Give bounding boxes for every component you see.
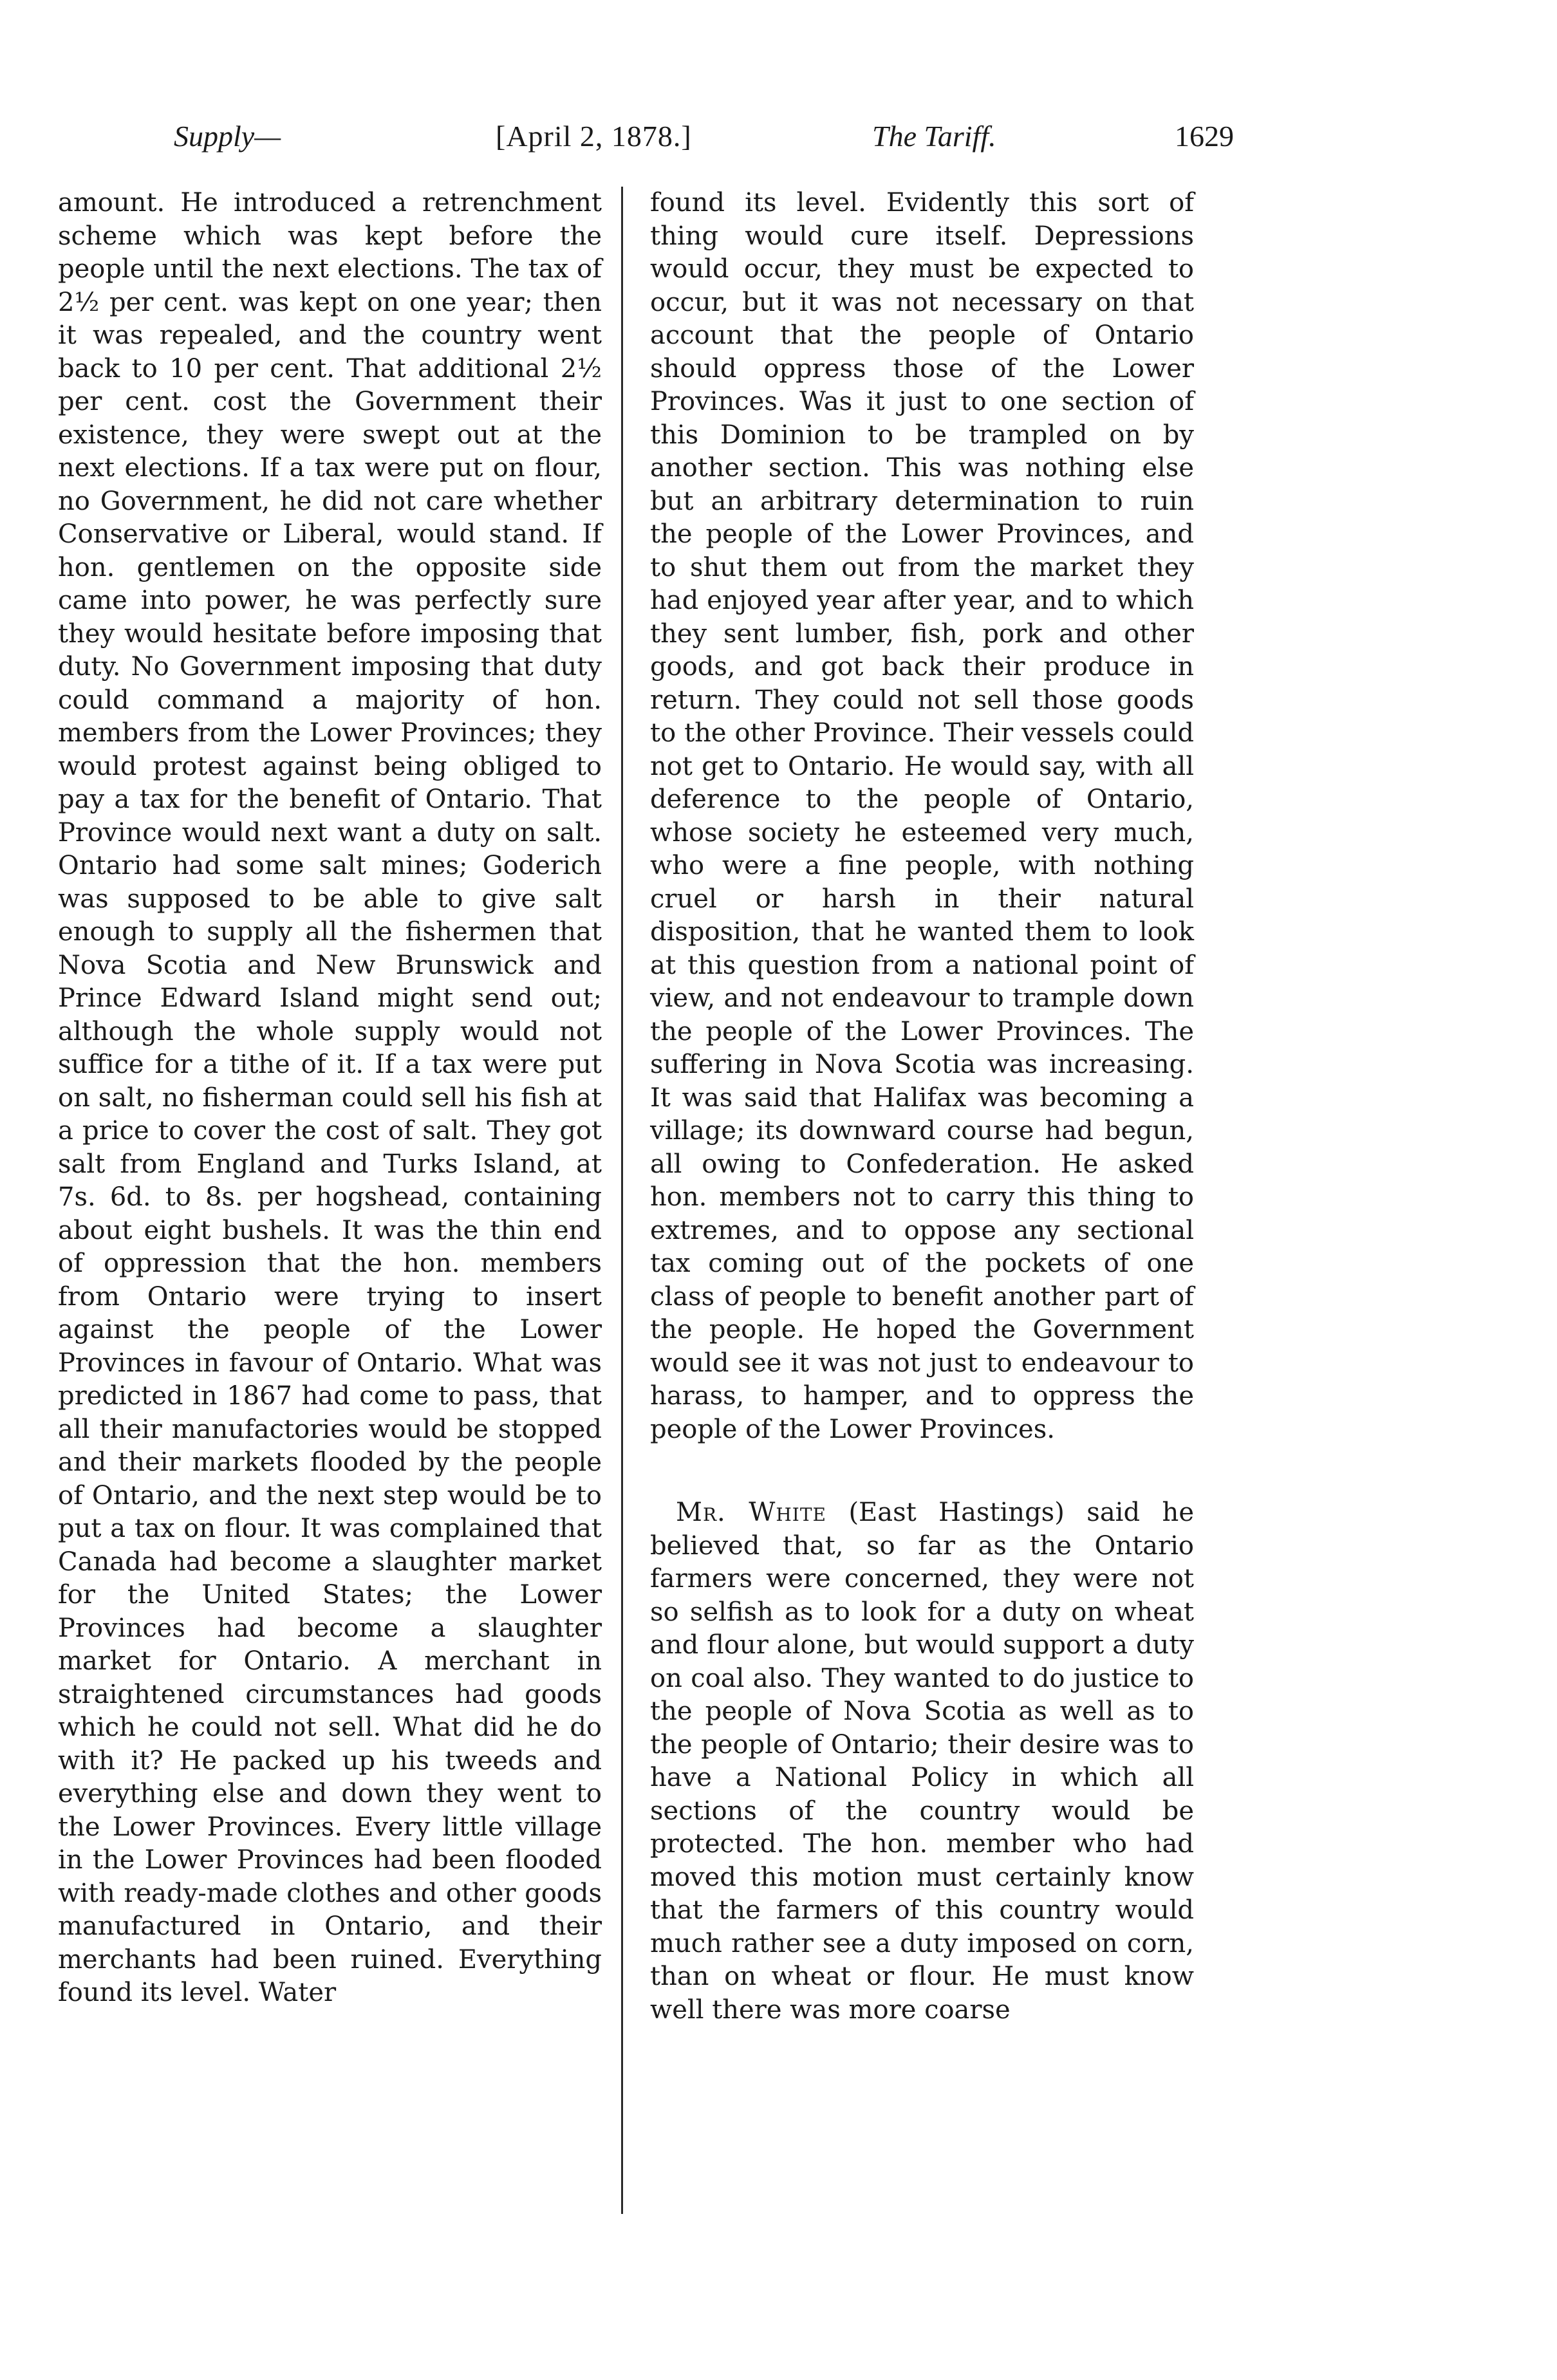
left-column	[58, 187, 602, 2010]
right-column	[650, 187, 1194, 2027]
header-section: Supply—	[174, 120, 281, 153]
page-number: 1629	[1175, 120, 1234, 153]
right-paragraph: found its level. Evidently this sort of thing would cure itself. Depressions would occur, they must be expected to occur, but it was not necessary on that account that the people of Ontario should oppress those of the Lower Provinces. Was it just to one section of this Dominion to be trampled on by another section. This was nothing else but an arbitrary determination to ruin the people of the Lower Provinces, and to shut them out from the market they had enjoyed year after year, and to which they sent lumber, fish, pork and other goods, and got back their produce in return. They could not sell those goods to the other Province. Their vessels could not get to Ontario. He would say, with all deference to the people of Ontario, whose society he esteemed very much, who were a fine people, with nothing cruel or harsh in their natural disposition, that he wanted them to look at this question from a national point of view, and not endeavour to trample down the people of the Lower Provinces. The suffering in Nova Scotia was increasing. It was said that Halifax was becoming a village; its downward course had begun, all owing to Confederation. He asked hon. members not to carry this thing to extremes, and to oppose any sectional tax coming out of the pockets of one class of people to benefit another part of the people. He hoped the Government would see it was not just to endeavour to harass, to hamper, and to oppress the people of the Lower Provinces.	[650, 188, 1194, 1444]
header-topic: The Tariff.	[872, 120, 996, 153]
speaker-name: Mr. White	[676, 1498, 826, 1527]
column-divider	[621, 187, 623, 2214]
left-paragraph: amount. He introduced a retrenchment scheme which was kept before the people until the next elections. The tax of 2½ per cent. was kept on one year; then it was repealed, and the country went back to 10 per cent. That additional 2½ per cent. cost the Government their existence, they were swept out at the next elections. If a tax were put on flour, no Government, he did not care whether Conservative or Liberal, would stand. If hon. gentlemen on the opposite side came into power, he was perfectly sure they would hesitate before imposing that duty. No Government imposing that duty could command a majority of hon. members from the Lower Provinces; they would protest against being obliged to pay a tax for the benefit of Ontario. That Province would next want a duty on salt. Ontario had some salt mines; Goderich was supposed to be able to give salt enough to supply all the fishermen that Nova Scotia and New Brunswick and Prince Edward Island might send out; although the whole supply would not suffice for a tithe of it. If a tax were put on salt, no fisherman could sell his fish at a price to cover the cost of salt. They got salt from England and Turks Island, at 7s. 6d. to 8s. per hogshead, containing about eight bushels. It was the thin end of oppression that the hon. members from Ontario were trying to insert against the people of the Lower Provinces in favour of Ontario. What was predicted in 1867 had come to pass, that all their manufactories would be stopped and their markets flooded by the people of Ontario, and the next step would be to put a tax on flour. It was complained that Canada had become a slaughter market for the United States; the Lower Provinces had become a slaughter market for Ontario. A merchant in straightened circumstances had goods which he could not sell. What did he do with it? He packed up his tweeds and everything else and down they went to the Lower Provinces. Every little village in the Lower Provinces had been flooded with ready-made clothes and other goods manufactured in Ontario, and their merchants had been ruined. Everything found its level. Water	[58, 188, 602, 2007]
speech-text: (East Hastings) said he believed that, so far as the Ontario farmers were concerned, they were not so selfish as to look for a duty on wheat and flour alone, but would support a duty on coal also. They wanted to do justice to the people of Nova Scotia as well as to the people of Ontario; their desire was to have a National Policy in which all sections of the country would be protected. The hon. member who had moved this motion must certainly know that the farmers of this country would much rather see a duty imposed on corn, than on wheat or flour. He must know well there was more coarse	[650, 1498, 1194, 2025]
header-date: [April 2, 1878.]	[496, 120, 692, 153]
speech-paragraph	[650, 1496, 1194, 2027]
running-header	[174, 119, 1249, 164]
